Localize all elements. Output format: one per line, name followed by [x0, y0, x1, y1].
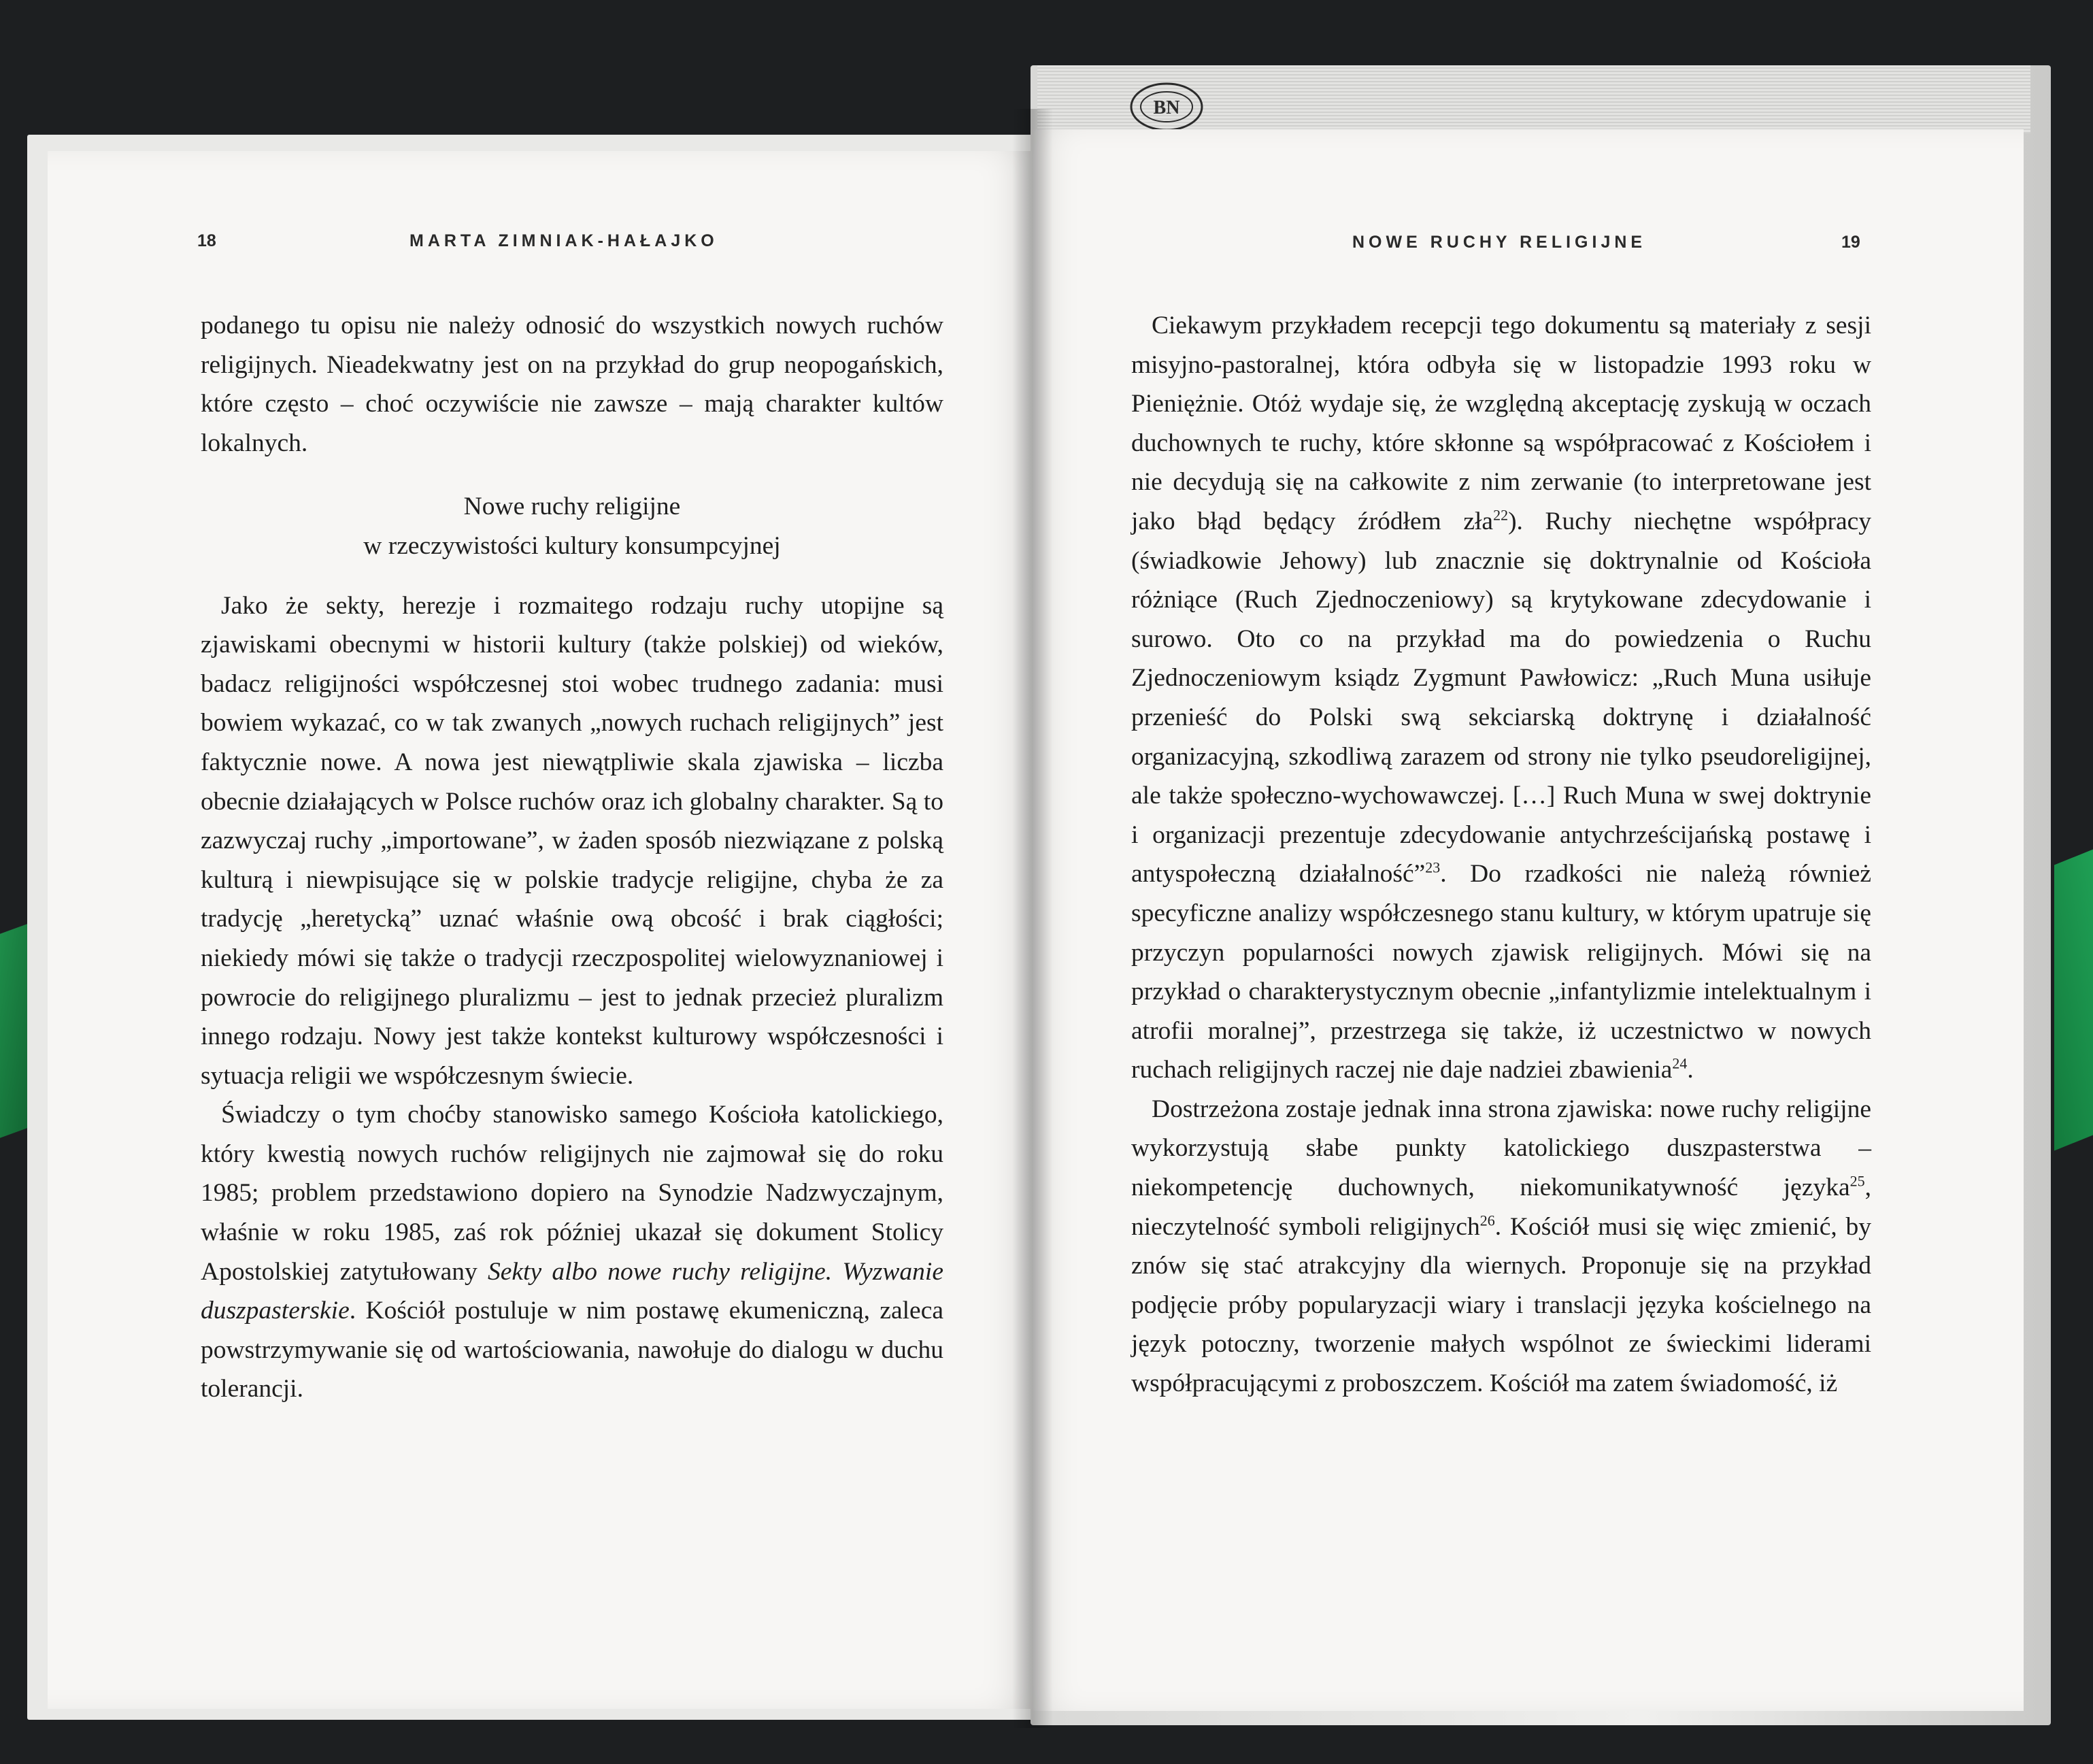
subheading-line-1: Nowe ruchy religijne: [463, 493, 681, 521]
right-paragraph-2: [1131, 1090, 1871, 1403]
footnote-ref-26: 26: [1479, 1212, 1495, 1229]
right-paragraph-2-c: . Kościół musi się więc zmienić, by znów się stać atrakcyjny dla wiernych. Proponuje się na przykład podjęcie próby popularyzacji wiary i translacji języka kościelnego na język potoczny, tworzenie małych wspólnot ze świeckimi liderami współpracującymi z proboszczem. Kościół ma zatem świadomość, iż: [1131, 1212, 1871, 1398]
book-gutter: [1012, 109, 1053, 1728]
library-stamp-icon: [1122, 76, 1211, 137]
subheading-line-2: w rzeczywistości kultury konsumpcyjnej: [363, 531, 781, 560]
left-page-number: 18: [197, 231, 216, 250]
green-ribbon-right: [2054, 849, 2093, 1150]
right-paragraph-2-a: Dostrzeżona zostaje jednak inna strona zjawiska: nowe ruchy religijne wykorzystują słabe punkty katolickiego duszpasterstwa – niekompetencję duchownych, niekomunikatywność języka: [1131, 1095, 1871, 1202]
right-paragraph-2-b: , nieczytelność symboli religijnych: [1131, 1174, 1871, 1241]
section-subheading: [201, 487, 943, 565]
right-running-head: NOWE RUCHY RELIGIJNE: [1352, 233, 1647, 252]
footnote-ref-24: 24: [1672, 1054, 1688, 1072]
right-paragraph-1-b: ). Ruchy niechętne współpracy (świadkowie Jehowy) lub znacznie się doktrynalnie od Kościoła różniące (Ruch Zjednoczeniowy) są krytykowane zdecydowanie i surowo. Oto co na przykład ma do powiedzenia o Ruchu Zjednoczeniowym ksiądz Zygmunt Pawłowicz: „Ruch Muna usiłuje przenieść do Polski swą sekciarską doktrynę i działalność organizacyjną, szkodliwą zarazem od strony nie tylko pseudoreligijnej, ale także społeczno-wychowawczej. […] Ruch Muna w swej doktrynie i organizacji prezentuje zdecydowanie antychrześcijańską postawę i antyspołeczną działalność”: [1131, 507, 1871, 888]
left-running-head: MARTA ZIMNIAK-HAŁAJKO: [409, 231, 718, 250]
document-title-italic: Sekty albo nowe ruchy religijne. Wyzwanie duszpasterskie: [201, 1257, 943, 1325]
left-paragraph-1: podanego tu opisu nie należy odnosić do wszystkich nowych ruchów religijnych. Nieadekwatny jest on na przykład do grup neopogańskich, które często – choć oczywiście nie zawsze – mają charakter kultów lokalnych.: [201, 312, 943, 457]
left-paragraph-3: [201, 1095, 943, 1409]
right-paragraph-1-c: . Do rzadkości nie należą również specyficzne analizy współczesnego stanu kultury, w którym upatruje się przyczyn popularności nowych zjawisk religijnych. Mówi się na przykład o charakterystycznym obecnie „infantylizmie intelektualnym i atrofii moralnej”, przestrzega się także, iż uczestnictwo w nowych ruchach religijnych raczej nie daje nadziei zbawienia: [1131, 860, 1871, 1084]
library-stamp-text: BN: [1153, 97, 1180, 118]
right-paragraph-1: [1131, 306, 1871, 1090]
right-page-body: [1131, 306, 1871, 1403]
left-paragraph-3-end: . Kościół postuluje w nim postawę ekumeniczną, zaleca powstrzymywanie się od wartościowania, nawołuje do dialogu w duchu tolerancji.: [201, 1297, 943, 1403]
left-paragraph-3-start: Świadczy o tym choćby stanowisko samego Kościoła katolickiego, który kwestią nowych ruchów religijnych nie zajmował się do roku 1985; problem przedstawiono dopiero na Synodzie Nadzwyczajnym, właśnie w roku 1985, zaś rok później ukazał się dokument Stolicy Apostolskiej zatytułowany: [201, 1101, 943, 1286]
right-page-number: 19: [1841, 233, 1860, 252]
footnote-ref-22: 22: [1493, 506, 1509, 524]
right-paragraph-1-a: Ciekawym przykładem recepcji tego dokumentu są materiały z sesji misyjno-pastoralnej, która odbyła się w listopadzie 1993 roku w Pieniężnie. Otóż wydaje się, że względną akceptację zyskują w oczach duchownych te ruchy, które skłonne są współpracować z Kościołem i nie decydują się na całkowite z nim zerwanie (to interpretowane jest jako błąd będący źródłem zła: [1131, 312, 1871, 535]
footnote-ref-25: 25: [1849, 1172, 1865, 1190]
left-page-body: [201, 306, 943, 1409]
footnote-ref-23: 23: [1425, 859, 1441, 876]
right-paragraph-1-d: .: [1687, 1056, 1694, 1084]
left-paragraph-2: Jako że sekty, herezje i rozmaitego rodzaju ruchy utopijne są zjawiskami obecnymi w historii kultury (także polskiej) od wieków, badacz religijności współczesnej stoi wobec trudnego zadania: musi bowiem wykazać, co w tak zwanych „nowych ruchach religijnych” jest faktycznie nowe. A nowa jest niewątpliwie skala zjawiska – liczba obecnie działających w Polsce ruchów oraz ich globalny charakter. Są to zazwyczaj ruchy „importowane”, w żaden sposób niezwiązane z polską kulturą i niewpisujące się w polskie tradycje religijne, chyba że za tradycję „heretycką” uznać właśnie ową obcość i brak ciągłości; niekiedy mówi się także o tradycji rzeczpospolitej wielowyznaniowej i powrocie do religijnego pluralizmu – jest to jednak przecież pluralizm innego rodzaju. Nowy jest także kontekst kulturowy współczesności i sytuacja religii we współczesnym świecie.: [201, 591, 943, 1090]
